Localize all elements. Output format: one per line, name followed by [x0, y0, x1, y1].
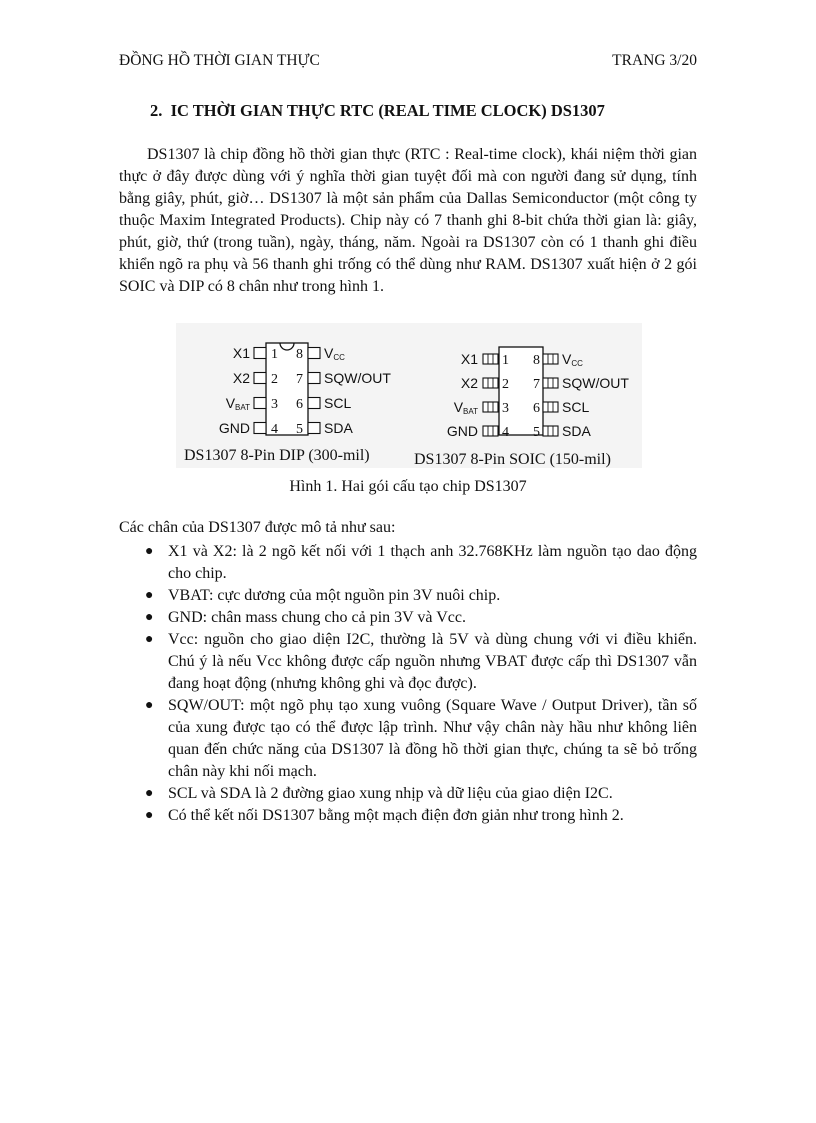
list-item-text: X1 và X2: là 2 ngõ kết nối với 1 thạch anh 32.768KHz làm nguồn tạo dao động cho chip.	[168, 543, 697, 582]
page-header	[119, 52, 697, 72]
dip-pin-3	[254, 398, 266, 409]
list-item	[145, 695, 697, 783]
dip-pin-label: X2	[232, 370, 250, 386]
list-item	[145, 607, 697, 629]
figure-caption: Hình 1. Hai gói cấu tạo chip DS1307	[289, 478, 527, 495]
header-page-number: TRANG 3/20	[612, 52, 697, 69]
list-item	[145, 629, 697, 695]
dip-pin-label: SCL	[324, 395, 352, 411]
soic-pin-6	[543, 402, 558, 412]
ic-package-diagram	[176, 323, 642, 468]
soic-pin-label: X2	[460, 375, 478, 391]
soic-pin-7	[543, 378, 558, 388]
dip-pin-number: 3	[271, 397, 278, 412]
section-title-text: IC THỜI GIAN THỰC RTC (REAL TIME CLOCK) DS1307	[170, 101, 605, 120]
dip-pin-label: GND	[218, 420, 250, 436]
soic-pin-number: 5	[533, 425, 540, 440]
soic-pin-5	[543, 426, 558, 436]
bullet-icon: ●	[145, 808, 154, 823]
dip-pin-4	[254, 423, 266, 434]
pin-description-list	[145, 541, 697, 827]
soic-pin-number: 1	[502, 353, 509, 368]
dip-pin-7	[308, 373, 320, 384]
intro-paragraph-text: DS1307 là chip đồng hồ thời gian thực (RTC : Real-time clock), khái niệm thời gian thực ở đây được dùng với ý nghĩa thời gian tuyệt đối mà con người đang sử dụng, tính bằng giây, phút, giờ… DS1307 là một sản phẩm của Dallas Semiconductor (một công ty thuộc Maxim Integrated Products). Chip này có 7 thanh ghi 8-bit chứa thời gian là: giây, phút, giờ, thứ (trong tuần), ngày, tháng, năm. Ngoài ra DS1307 còn có 1 thanh ghi điều khiển ngõ ra phụ và 56 thanh ghi trống có thể dùng như RAM. DS1307 xuất hiện ở 2 gói SOIC và DIP có 8 chân như trong hình 1.	[119, 146, 697, 295]
list-item-text: SQW/OUT: một ngõ phụ tạo xung vuông (Square Wave / Output Driver), tần số của xung được tạo có thể được lập trình. Như vậy chân này hầu như không liên quan đến chức năng của DS1307 là đồng hồ thời gian thực, chúng ta sẽ bỏ trống chân này khi nối mạch.	[168, 697, 697, 780]
bullet-icon: ●	[145, 698, 154, 713]
list-item-text: Vcc: nguồn cho giao diện I2C, thường là 5V và dùng chung với vi điều khiển. Chú ý là nếu Vcc không được cấp nguồn nhưng VBAT được cấp thì DS1307 vẫn đang hoạt động (nhưng không ghi và đọc được).	[168, 631, 697, 692]
dip-pin-label: VCC	[324, 345, 345, 362]
section-number: 2.	[150, 101, 163, 120]
list-item	[145, 585, 697, 607]
soic-pin-number: 8	[533, 353, 540, 368]
figure-ic-packages	[176, 323, 642, 468]
dip-pin-2	[254, 373, 266, 384]
soic-pin-label: VCC	[562, 351, 583, 368]
dip-pin-label: SDA	[324, 420, 353, 436]
soic-caption: DS1307 8-Pin SOIC (150-mil)	[414, 451, 611, 468]
soic-pin-label: SCL	[562, 399, 590, 415]
soic-pin-number: 3	[502, 401, 509, 416]
dip-pin-number: 6	[296, 397, 303, 412]
soic-pin-4	[483, 426, 498, 436]
list-item-text: Có thể kết nối DS1307 bằng một mạch điện đơn giản như trong hình 2.	[168, 807, 624, 824]
dip-pin-label: X1	[232, 345, 250, 361]
soic-pin-number: 4	[502, 425, 509, 440]
dip-caption: DS1307 8-Pin DIP (300-mil)	[184, 447, 370, 464]
bullet-icon: ●	[145, 632, 154, 647]
bullet-icon: ●	[145, 610, 154, 625]
header-title: ĐỒNG HỒ THỜI GIAN THỰC	[119, 52, 320, 69]
soic-pin-2	[483, 378, 498, 388]
dip-pin-number: 4	[271, 422, 278, 437]
soic-pin-label: X1	[460, 351, 478, 367]
list-item	[145, 783, 697, 805]
dip-pin-label: VBAT	[225, 395, 250, 412]
soic-pin-1	[483, 354, 498, 364]
dip-pin-8	[308, 348, 320, 359]
bullet-icon: ●	[145, 588, 154, 603]
dip-pin-6	[308, 398, 320, 409]
soic-pin-label: SQW/OUT	[562, 375, 629, 391]
dip-pin-number: 1	[271, 347, 278, 362]
dip-pin-number: 2	[271, 372, 278, 387]
bullet-icon: ●	[145, 786, 154, 801]
soic-pin-number: 7	[533, 377, 540, 392]
soic-pin-8	[543, 354, 558, 364]
dip-pin-1	[254, 348, 266, 359]
list-item-text: VBAT: cực dương của một nguồn pin 3V nuôi chip.	[168, 587, 501, 604]
soic-pin-label: SDA	[562, 423, 591, 439]
intro-paragraph	[119, 144, 697, 298]
bullet-icon: ●	[145, 544, 154, 559]
dip-pin-number: 5	[296, 422, 303, 437]
list-item	[145, 541, 697, 585]
dip-pin-label: SQW/OUT	[324, 370, 391, 386]
dip-pin-number: 8	[296, 347, 303, 362]
soic-pin-label: GND	[446, 423, 478, 439]
soic-pin-label: VBAT	[453, 399, 478, 416]
list-item	[145, 805, 697, 827]
soic-pin-3	[483, 402, 498, 412]
pins-intro: Các chân của DS1307 được mô tả như sau:	[119, 519, 396, 536]
soic-pin-number: 6	[533, 401, 540, 416]
dip-pin-number: 7	[296, 372, 303, 387]
list-item-text: SCL và SDA là 2 đường giao xung nhịp và dữ liệu của giao diện I2C.	[168, 785, 613, 802]
list-item-text: GND: chân mass chung cho cả pin 3V và Vcc.	[168, 609, 466, 626]
dip-pin-5	[308, 423, 320, 434]
soic-pin-number: 2	[502, 377, 509, 392]
section-heading	[150, 101, 605, 121]
